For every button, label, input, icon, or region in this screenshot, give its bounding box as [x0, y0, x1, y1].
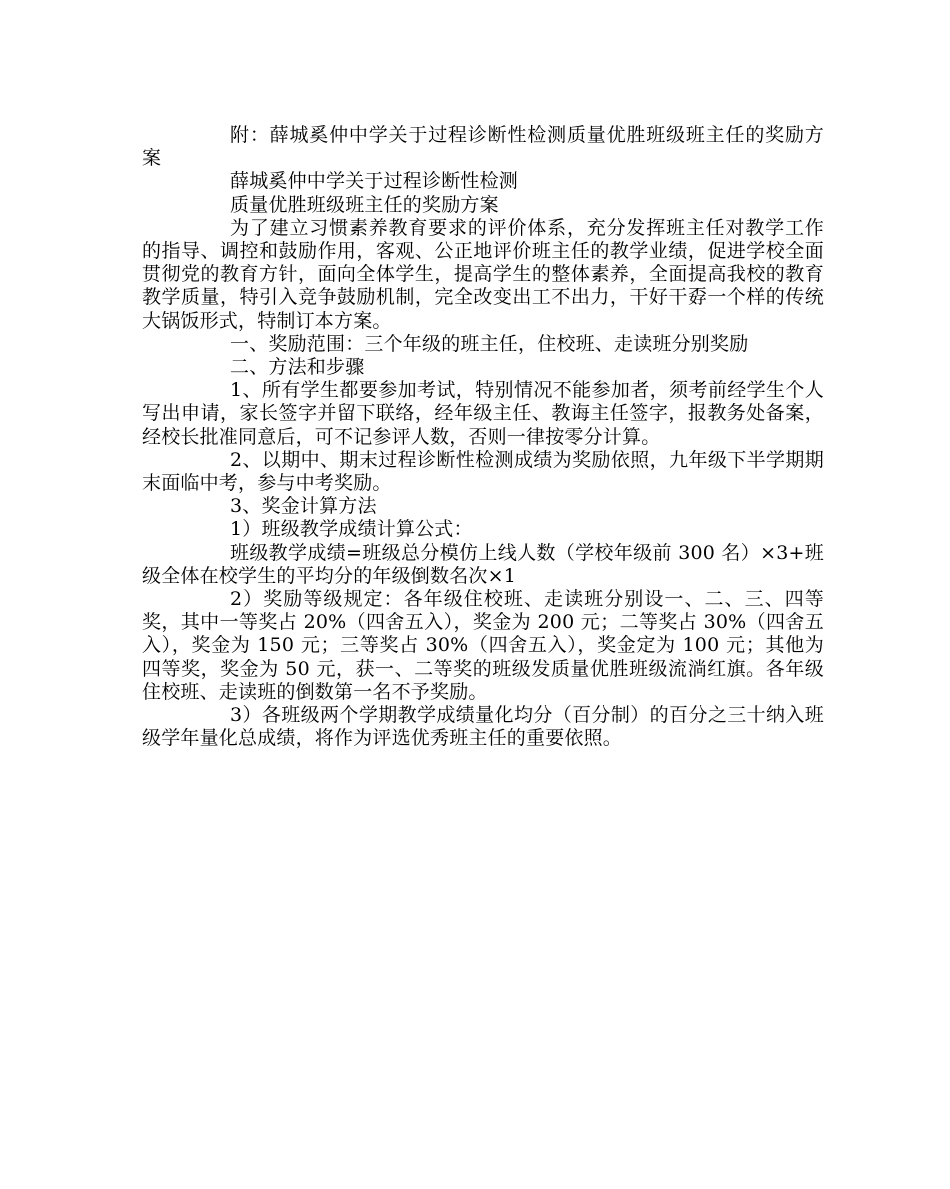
annual-score-rule: 3）各班级两个学期教学成绩量化均分（百分制）的百分之三十纳入班级学年量化总成绩，将作为评选优秀班主任的重要依照。: [142, 704, 824, 750]
title-line-1: 薛城奚仲中学关于过程诊断性检测: [230, 170, 519, 193]
formula-heading: 1）班级教学成绩计算公式：: [230, 518, 473, 541]
title-line-2: 质量优胜班级班主任的奖励方案: [230, 193, 499, 216]
section-methods-heading: 二、方法和步骤: [230, 356, 365, 379]
appendix-title: 附：薛城奚仲中学关于过程诊断性检测质量优胜班级班主任的奖励方案: [142, 124, 824, 170]
intro-paragraph: 为了建立习惯素养教育要求的评价体系，充分发挥班主任对教学工作的指导、调控和鼓励作用，客观、公正地评价班主任的教学业绩，促进学校全面贯彻党的教育方针，面向全体学生，提高学生的整体素养，全面提高我校的教育教学质量，特引入竞争鼓励机制，完全改变出工不出力，干好干孬一个样的传统大锅饭形式，特制订本方案。: [142, 216, 824, 332]
method-item-1: 1、所有学生都要参加考试，特别情况不能参加者，须考前经学生个人写出申请，家长签字并留下联络，经年级主任、教诲主任签字，报教务处备案，经校长批准同意后，可不记参评人数，否则一律按零分计算。: [142, 379, 824, 448]
method-item-2: 2、以期中、期末过程诊断性检测成绩为奖励依照，九年级下半学期期末面临中考，参与中考奖励。: [142, 448, 824, 495]
award-levels: 2）奖励等级规定：各年级住校班、走读班分别设一、二、三、四等奖，其中一等奖占 20%（四舍五入），奖金为 200 元；二等奖占 30%（四舍五入），奖金为 150 元；三等奖占 30%（四舍五入），奖金定为 100 元；其他为四等奖，奖金为 50 元，获一、二等奖的班级发质量优胜班级流淌红旗。各年级住校班、走读班的倒数第一名不予奖励。: [142, 588, 824, 703]
formula-text: 班级教学成绩=班级总分模仿上线人数（学校年级前 300 名）×3+班级全体在校学生的平均分的年级倒数名次×1: [142, 541, 824, 587]
method-item-3-heading: 3、奖金计算方法: [230, 495, 377, 518]
section-scope: 一、奖励范围：三个年级的班主任，住校班、走读班分别奖励: [230, 332, 749, 355]
document-body: [142, 124, 824, 750]
